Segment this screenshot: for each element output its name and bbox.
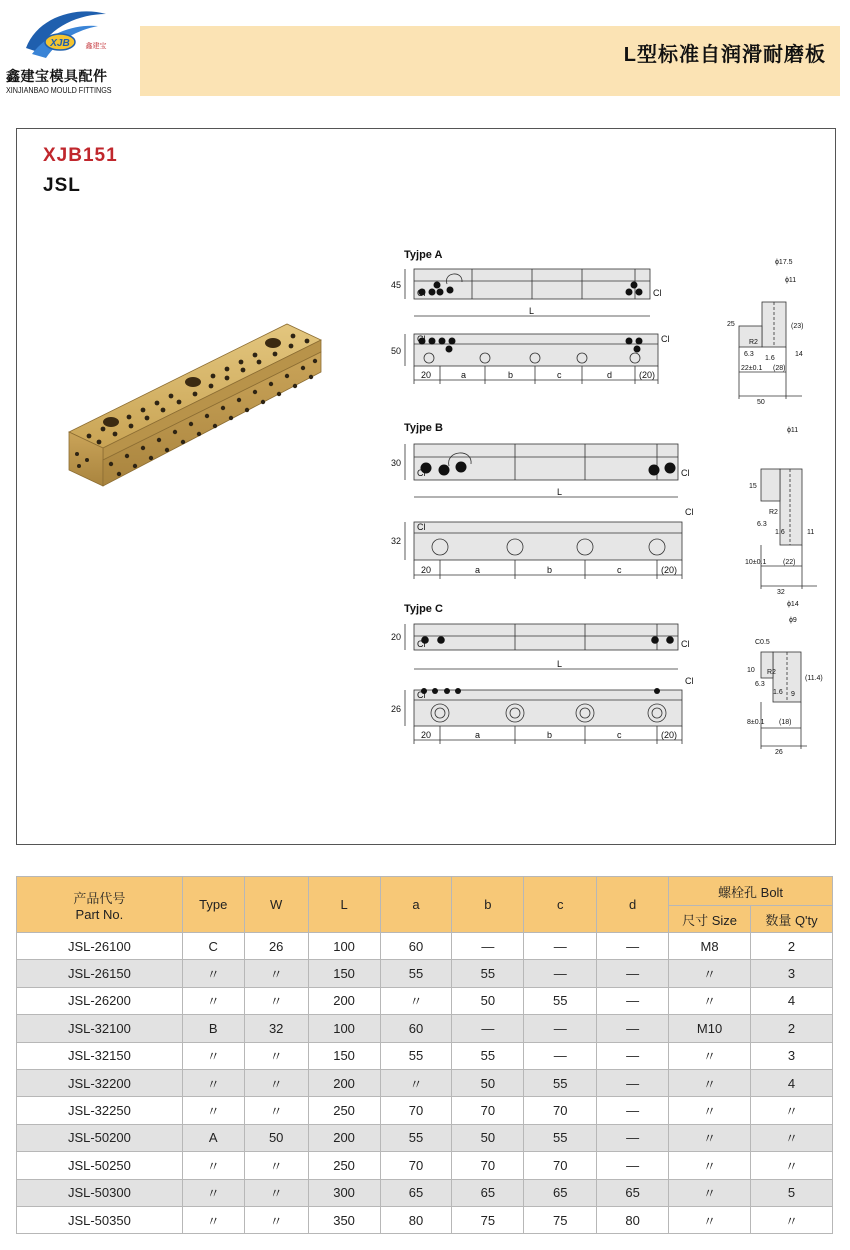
cell-l: 100 xyxy=(308,933,380,960)
chamfer-label: Cl xyxy=(661,334,670,344)
product-panel xyxy=(16,128,836,845)
cell-d: — xyxy=(597,960,669,987)
cell-l: 100 xyxy=(308,1015,380,1042)
height-c1: 20 xyxy=(390,632,401,642)
cell-bolt-size: 〃 xyxy=(669,1097,751,1124)
cell-part-no: JSL-32200 xyxy=(17,1069,183,1096)
cell-b: — xyxy=(452,1015,524,1042)
cell-part-no: JSL-32250 xyxy=(17,1097,183,1124)
table-row xyxy=(17,933,833,960)
cell-type: 〃 xyxy=(182,1069,244,1096)
chamfer-label: Cl xyxy=(417,690,426,700)
chamfer-label: Cl xyxy=(417,334,426,344)
dim-b-20r: (20) xyxy=(661,565,678,575)
col-header-w: W xyxy=(244,877,308,933)
sec-a-14: 14 xyxy=(795,351,803,358)
length-label-c: L xyxy=(557,659,563,669)
company-name-en: XINJIANBAO MOULD FITTINGS xyxy=(6,86,112,95)
cell-part-no: JSL-26200 xyxy=(17,987,183,1014)
sec-b-22: (22) xyxy=(783,559,796,566)
cell-bolt-qty: 〃 xyxy=(751,1152,833,1179)
cell-w: 〃 xyxy=(244,987,308,1014)
cell-b: 55 xyxy=(452,960,524,987)
sec-c-h: 10 xyxy=(747,667,755,674)
cell-bolt-size: 〃 xyxy=(669,1124,751,1151)
dim-b-a: a xyxy=(475,565,481,575)
cell-bolt-qty: 2 xyxy=(751,1015,833,1042)
sec-b-dia: ϕ11 xyxy=(787,427,799,434)
cell-w: 〃 xyxy=(244,1152,308,1179)
table-row xyxy=(17,1015,833,1042)
col-header-part xyxy=(17,877,183,933)
part-header-en: Part No. xyxy=(75,906,124,922)
cell-bolt-qty: 〃 xyxy=(751,1124,833,1151)
type-b-label: Tyjpe B xyxy=(404,422,443,434)
cell-c: 55 xyxy=(524,1069,597,1096)
chamfer-label: Cl xyxy=(417,468,426,478)
part-header-cn: 产品代号 xyxy=(73,890,126,906)
cell-d: — xyxy=(597,1015,669,1042)
dim-a-d: d xyxy=(607,370,613,380)
product-code: XJB151 xyxy=(43,145,118,166)
title-band xyxy=(140,26,840,96)
dim-a-b: b xyxy=(508,370,514,380)
table-row xyxy=(17,960,833,987)
cell-c: — xyxy=(524,1015,597,1042)
col-header-a: a xyxy=(380,877,452,933)
cell-bolt-size: 〃 xyxy=(669,1179,751,1206)
sec-b-h: 15 xyxy=(749,483,757,490)
cell-part-no: JSL-50300 xyxy=(17,1179,183,1206)
cell-d: — xyxy=(597,1069,669,1096)
cell-l: 250 xyxy=(308,1097,380,1124)
chamfer-label: Cl xyxy=(685,507,694,517)
logo-small-cn: 鑫建宝 xyxy=(85,42,107,50)
cell-bolt-size: M10 xyxy=(669,1015,751,1042)
col-header-type: Type xyxy=(182,877,244,933)
cell-a: 70 xyxy=(380,1097,452,1124)
table-row xyxy=(17,1179,833,1206)
cell-part-no: JSL-32150 xyxy=(17,1042,183,1069)
cell-d: — xyxy=(597,1097,669,1124)
product-photo xyxy=(59,314,329,489)
sec-c-dia1: ϕ14 xyxy=(787,601,799,608)
cell-d: — xyxy=(597,1042,669,1069)
spec-table xyxy=(16,876,833,1234)
chamfer-label: Cl xyxy=(685,676,694,686)
cell-c: — xyxy=(524,933,597,960)
cell-b: — xyxy=(452,933,524,960)
col-header-qty: 数量 Q'ty xyxy=(751,906,833,933)
type-c-label: Tyjpe C xyxy=(404,603,443,615)
product-series: JSL xyxy=(43,175,81,196)
sec-c-16: 1.6 xyxy=(773,689,783,696)
cell-b: 50 xyxy=(452,1124,524,1151)
dim-a-c: c xyxy=(557,370,562,380)
sec-a-h: 25 xyxy=(727,321,735,328)
company-name-cn: 鑫建宝模具配件 xyxy=(6,68,108,84)
dim-b-c: c xyxy=(617,565,622,575)
cell-c: 55 xyxy=(524,1124,597,1151)
table-row xyxy=(17,1042,833,1069)
length-label-b: L xyxy=(557,487,563,497)
cell-l: 250 xyxy=(308,1152,380,1179)
cell-bolt-qty: 2 xyxy=(751,933,833,960)
dim-a-20: 20 xyxy=(421,370,432,380)
cell-d: — xyxy=(597,1124,669,1151)
cell-b: 65 xyxy=(452,1179,524,1206)
height-b1: 30 xyxy=(390,458,401,468)
sec-a-28: (28) xyxy=(773,365,786,372)
cell-bolt-qty: 4 xyxy=(751,987,833,1014)
table-row xyxy=(17,1097,833,1124)
cell-type: 〃 xyxy=(182,1152,244,1179)
sec-c-r2: R2 xyxy=(767,669,776,676)
sec-b-10: 10±0.1 xyxy=(745,559,767,566)
dim-b-20: 20 xyxy=(421,565,432,575)
sec-c-114: (11.4) xyxy=(805,675,823,682)
table-row xyxy=(17,987,833,1014)
cell-bolt-qty: 4 xyxy=(751,1069,833,1096)
chamfer-label: Cl xyxy=(417,522,426,532)
chamfer-label: Cl xyxy=(653,288,662,298)
sec-b-63: 6.3 xyxy=(757,521,767,528)
cell-a: 55 xyxy=(380,960,452,987)
col-header-c: c xyxy=(524,877,597,933)
sec-c-18: (18) xyxy=(779,719,792,726)
cell-a: 〃 xyxy=(380,1069,452,1096)
col-header-b: b xyxy=(452,877,524,933)
cell-w: 〃 xyxy=(244,1097,308,1124)
cell-w: 〃 xyxy=(244,1069,308,1096)
dim-a-a: a xyxy=(461,370,467,380)
cell-a: 〃 xyxy=(380,987,452,1014)
cell-bolt-size: 〃 xyxy=(669,1152,751,1179)
col-header-size: 尺寸 Size xyxy=(669,906,751,933)
sec-b-r2: R2 xyxy=(769,509,778,516)
cell-a: 65 xyxy=(380,1179,452,1206)
cell-type: 〃 xyxy=(182,987,244,1014)
cell-b: 70 xyxy=(452,1152,524,1179)
table-row xyxy=(17,1206,833,1233)
cell-bolt-size: 〃 xyxy=(669,987,751,1014)
height-c2: 26 xyxy=(390,704,401,714)
cell-l: 350 xyxy=(308,1206,380,1233)
cell-c: 70 xyxy=(524,1152,597,1179)
cell-b: 55 xyxy=(452,1042,524,1069)
cell-a: 80 xyxy=(380,1206,452,1233)
cell-a: 55 xyxy=(380,1124,452,1151)
technical-drawings xyxy=(377,244,827,844)
cell-bolt-size: 〃 xyxy=(669,1206,751,1233)
cell-a: 60 xyxy=(380,1015,452,1042)
cell-l: 300 xyxy=(308,1179,380,1206)
sec-c-63: 6.3 xyxy=(755,681,765,688)
cell-bolt-size: M8 xyxy=(669,933,751,960)
cell-w: 〃 xyxy=(244,960,308,987)
cell-bolt-qty: 5 xyxy=(751,1179,833,1206)
cell-part-no: JSL-32100 xyxy=(17,1015,183,1042)
table-row xyxy=(17,1152,833,1179)
chamfer-label: Cl xyxy=(681,468,690,478)
cell-type: 〃 xyxy=(182,1206,244,1233)
length-label-a: L xyxy=(529,306,535,316)
cell-type: 〃 xyxy=(182,1179,244,1206)
logo-emblem-icon xyxy=(18,8,113,63)
sec-a-63: 6.3 xyxy=(744,351,754,358)
cell-part-no: JSL-50350 xyxy=(17,1206,183,1233)
chamfer-label: Cl xyxy=(681,639,690,649)
cell-part-no: JSL-26100 xyxy=(17,933,183,960)
spec-table-body xyxy=(17,933,833,1234)
col-header-l: L xyxy=(308,877,380,933)
drawing-canvas xyxy=(377,244,827,844)
cell-type: 〃 xyxy=(182,1042,244,1069)
sec-a-50: 50 xyxy=(757,399,765,406)
cell-d: — xyxy=(597,1152,669,1179)
cell-c: 55 xyxy=(524,987,597,1014)
cell-type: A xyxy=(182,1124,244,1151)
height-b2: 32 xyxy=(390,536,401,546)
cell-b: 50 xyxy=(452,987,524,1014)
cell-a: 60 xyxy=(380,933,452,960)
sec-b-11: 11 xyxy=(807,529,815,536)
sec-c-dia2: ϕ9 xyxy=(789,617,797,624)
col-header-bolt: 螺栓孔 Bolt xyxy=(669,877,833,906)
dim-c-c: c xyxy=(617,730,622,740)
dim-c-20: 20 xyxy=(421,730,432,740)
cell-bolt-qty: 〃 xyxy=(751,1097,833,1124)
dim-a-20r: (20) xyxy=(639,370,656,380)
cell-bolt-size: 〃 xyxy=(669,960,751,987)
cell-d: 65 xyxy=(597,1179,669,1206)
cell-l: 200 xyxy=(308,1069,380,1096)
cell-bolt-qty: 3 xyxy=(751,1042,833,1069)
height-a2: 50 xyxy=(390,346,401,356)
dim-c-20r: (20) xyxy=(661,730,678,740)
sec-a-16: 1.6 xyxy=(765,355,775,362)
sec-a-23: (23) xyxy=(791,323,804,330)
cell-l: 150 xyxy=(308,960,380,987)
cell-bolt-qty: 3 xyxy=(751,960,833,987)
cell-c: — xyxy=(524,960,597,987)
cell-bolt-size: 〃 xyxy=(669,1042,751,1069)
dim-b-b: b xyxy=(547,565,553,575)
sec-c-c05: C0.5 xyxy=(755,639,770,646)
cell-part-no: JSL-50250 xyxy=(17,1152,183,1179)
sec-b-16: 1.6 xyxy=(775,529,785,536)
sec-b-32: 32 xyxy=(777,589,785,596)
cell-bolt-size: 〃 xyxy=(669,1069,751,1096)
sec-a-dia2: ϕ11 xyxy=(785,277,797,284)
cell-d: 80 xyxy=(597,1206,669,1233)
sec-a-r2: R2 xyxy=(749,339,758,346)
cell-w: 〃 xyxy=(244,1179,308,1206)
col-header-d: d xyxy=(597,877,669,933)
cell-type: 〃 xyxy=(182,1097,244,1124)
cell-c: 65 xyxy=(524,1179,597,1206)
sec-c-9: 9 xyxy=(791,691,795,698)
cell-l: 150 xyxy=(308,1042,380,1069)
cell-w: 〃 xyxy=(244,1206,308,1233)
sec-c-26: 26 xyxy=(775,749,783,756)
cell-part-no: JSL-50200 xyxy=(17,1124,183,1151)
cell-w: 〃 xyxy=(244,1042,308,1069)
cell-b: 50 xyxy=(452,1069,524,1096)
table-row xyxy=(17,1124,833,1151)
sec-a-22: 22±0.1 xyxy=(741,365,763,372)
chamfer-label: Cl xyxy=(417,639,426,649)
height-a1: 45 xyxy=(390,280,401,290)
dim-c-a: a xyxy=(475,730,481,740)
dim-c-b: b xyxy=(547,730,553,740)
cell-type: B xyxy=(182,1015,244,1042)
page-title: L型标准自润滑耐磨板 xyxy=(623,44,826,66)
cell-a: 70 xyxy=(380,1152,452,1179)
chamfer-label: Cl xyxy=(417,288,426,298)
cell-c: 70 xyxy=(524,1097,597,1124)
sec-a-dia1: ϕ17.5 xyxy=(775,259,793,266)
cell-c: — xyxy=(524,1042,597,1069)
cell-c: 75 xyxy=(524,1206,597,1233)
cell-w: 26 xyxy=(244,933,308,960)
cell-bolt-qty: 〃 xyxy=(751,1206,833,1233)
cell-type: C xyxy=(182,933,244,960)
cell-d: — xyxy=(597,987,669,1014)
cell-part-no: JSL-26150 xyxy=(17,960,183,987)
cell-l: 200 xyxy=(308,1124,380,1151)
cell-l: 200 xyxy=(308,987,380,1014)
cell-w: 50 xyxy=(244,1124,308,1151)
logo-badge-text: XJB xyxy=(50,38,70,49)
sec-c-8: 8±0.1 xyxy=(747,719,765,726)
cell-type: 〃 xyxy=(182,960,244,987)
type-a-label: Tyjpe A xyxy=(404,249,443,261)
cell-b: 75 xyxy=(452,1206,524,1233)
cell-d: — xyxy=(597,933,669,960)
cell-b: 70 xyxy=(452,1097,524,1124)
cell-a: 55 xyxy=(380,1042,452,1069)
company-logo xyxy=(0,0,135,100)
cell-w: 32 xyxy=(244,1015,308,1042)
table-row xyxy=(17,1069,833,1096)
